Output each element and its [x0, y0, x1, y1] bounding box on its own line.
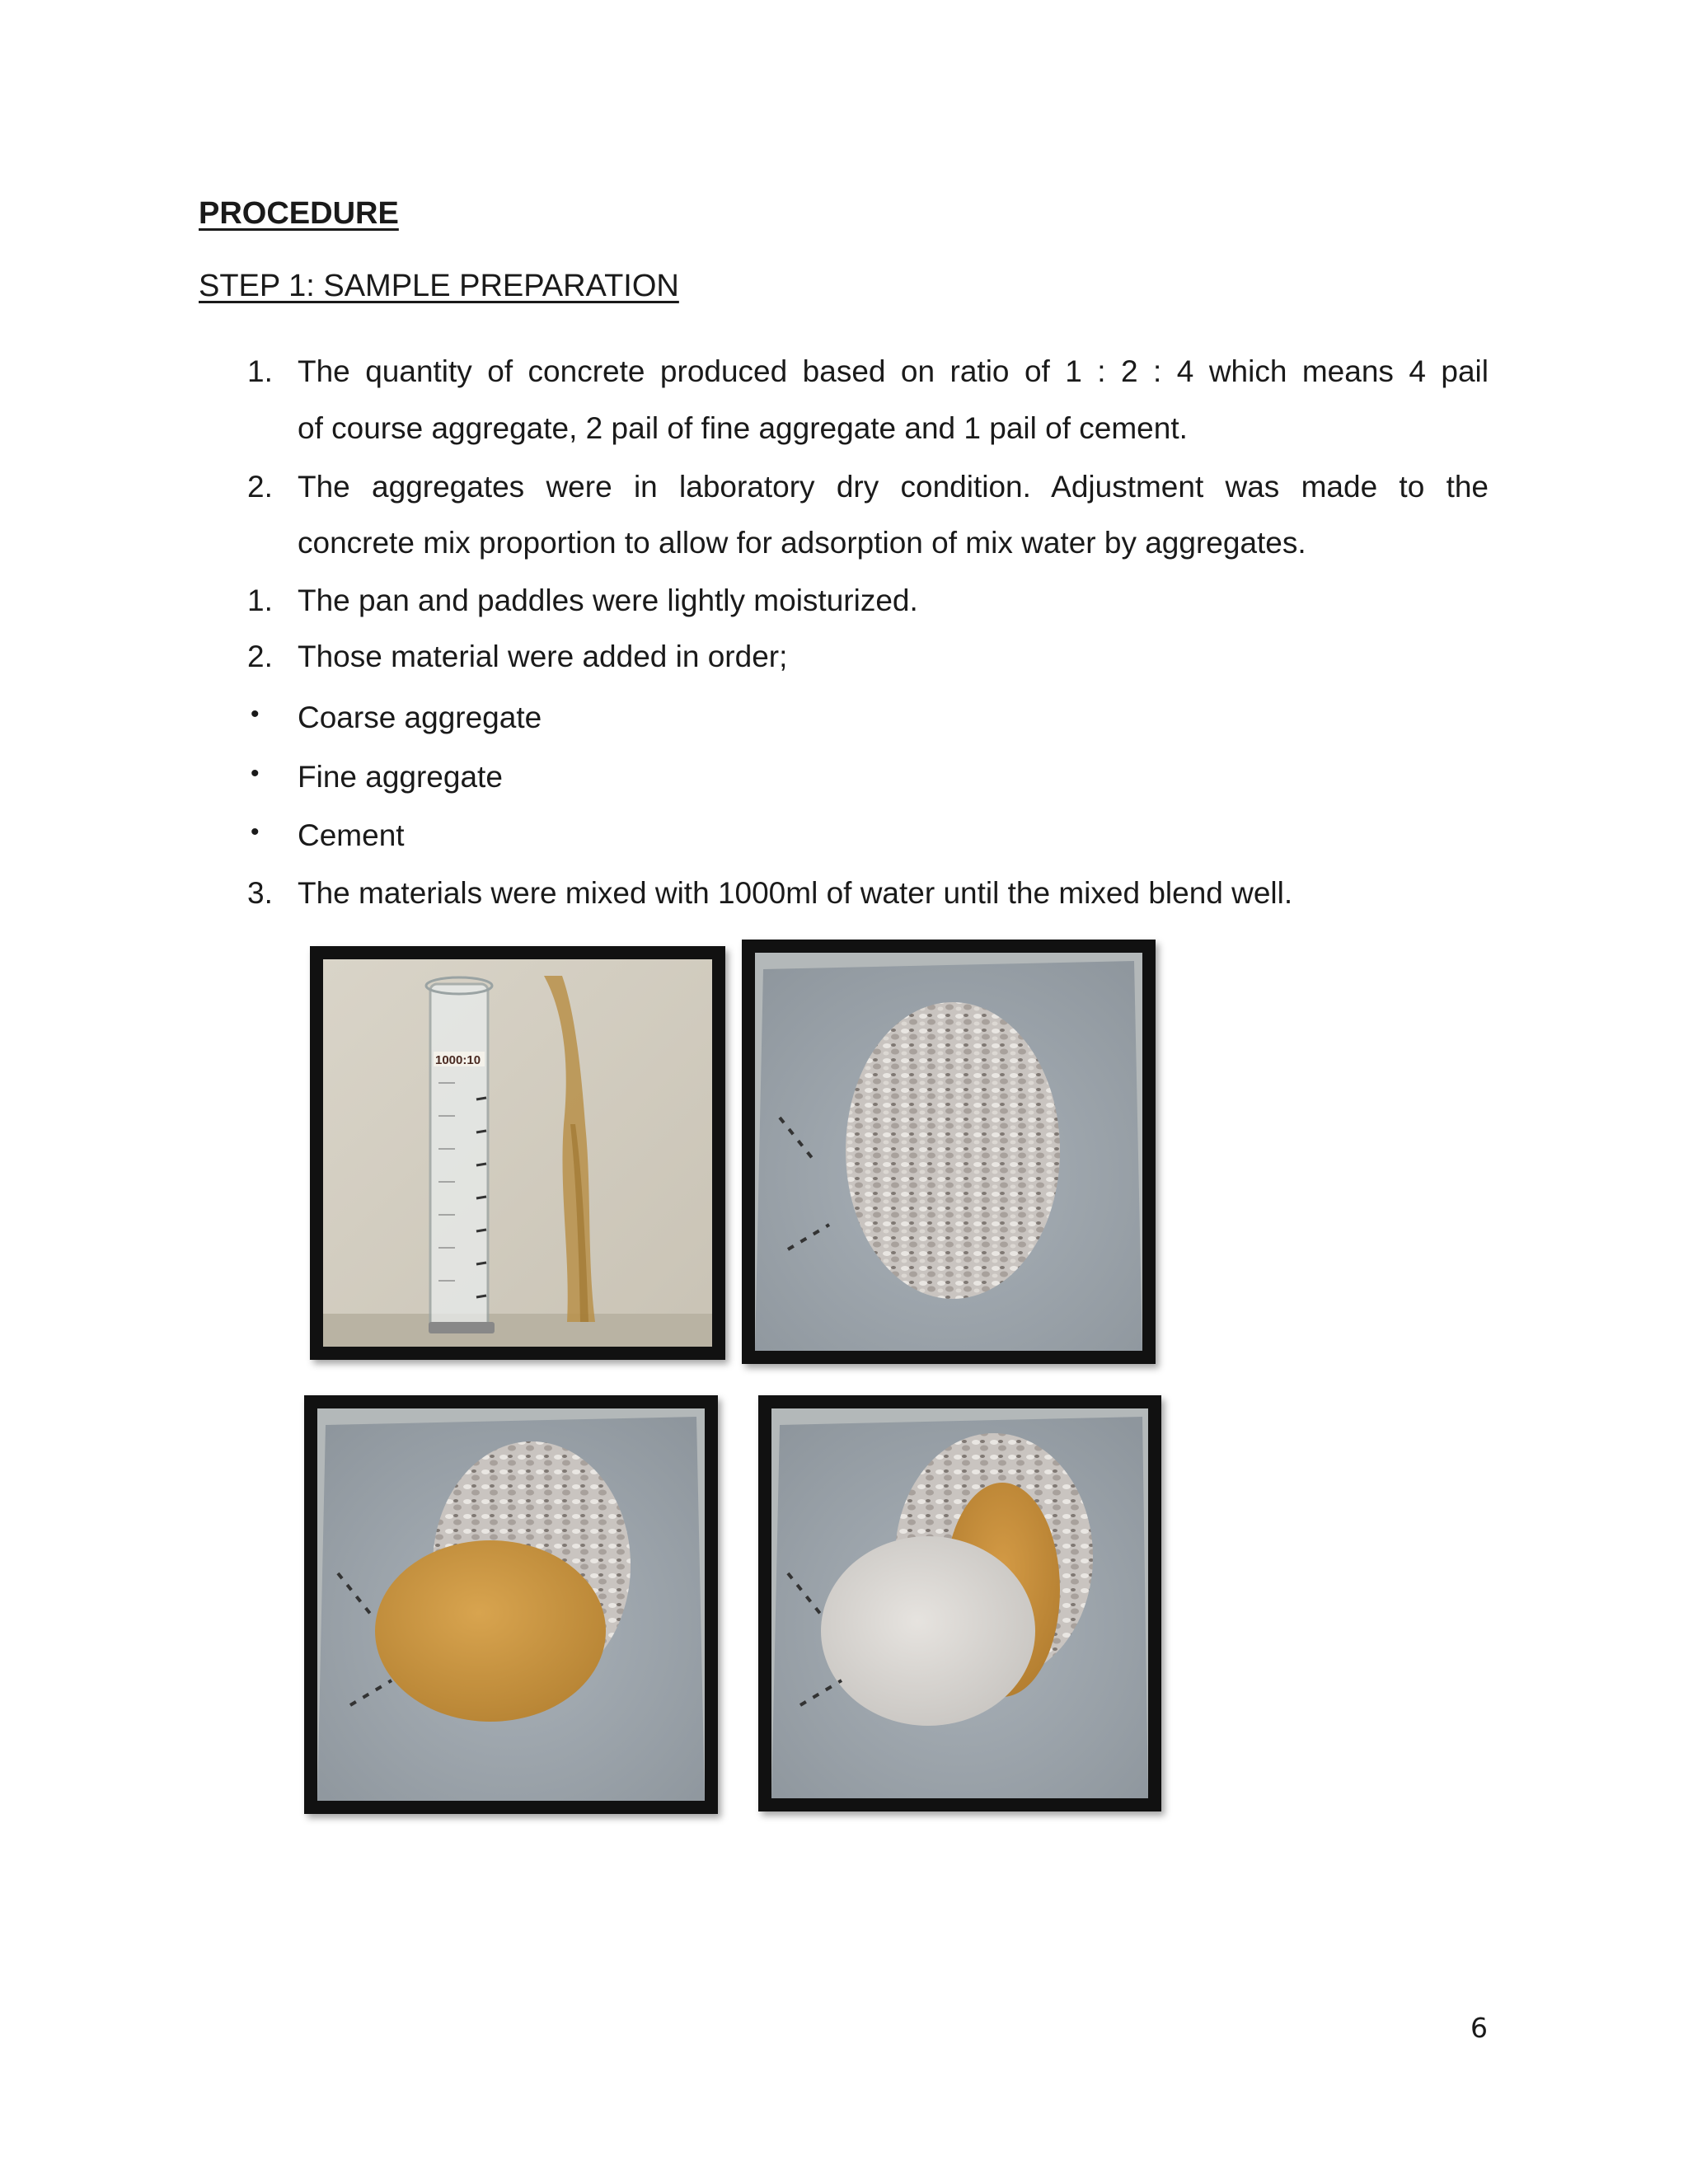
list-item-text: The aggregates were in laboratory dry condition. Adjustment was made to the — [298, 470, 1489, 504]
bullet-icon: • — [251, 701, 260, 728]
coarse-aggregate-photo — [742, 940, 1156, 1364]
list-item-text: Those material were added in order; — [298, 640, 788, 673]
list-item-text: of course aggregate, 2 pail of fine aggregate and 1 pail of cement. — [298, 411, 1188, 445]
list-marker: 2. — [247, 640, 273, 673]
list-marker: 2. — [247, 470, 273, 504]
list-item-text: concrete mix proportion to allow for adsorption of mix water by aggregates. — [298, 526, 1306, 560]
list-marker: 1. — [247, 354, 273, 388]
section-heading: PROCEDURE — [199, 196, 399, 231]
bullet-item-text: Fine aggregate — [298, 760, 503, 794]
step-subheading: STEP 1: SAMPLE PREPARATION — [199, 269, 679, 303]
page-number: 6 — [1470, 2012, 1488, 2044]
cement-photo — [758, 1395, 1161, 1811]
list-marker: 1. — [247, 583, 273, 617]
list-item-text: The pan and paddles were lightly moisturized. — [298, 583, 918, 617]
bullet-icon: • — [251, 818, 260, 846]
list-item-text: The quantity of concrete produced based on ratio of 1 : 2 : 4 which means 4 pail — [298, 354, 1489, 388]
bullet-icon: • — [251, 760, 260, 787]
fine-aggregate-photo — [304, 1395, 718, 1814]
measuring-cylinder-photo — [310, 946, 725, 1360]
list-marker: 3. — [247, 876, 273, 910]
bullet-item-text: Coarse aggregate — [298, 701, 542, 734]
cylinder-label: 1000:10 — [435, 1053, 481, 1067]
bullet-item-text: Cement — [298, 818, 405, 852]
list-item-text: The materials were mixed with 1000ml of water until the mixed blend well. — [298, 876, 1293, 910]
